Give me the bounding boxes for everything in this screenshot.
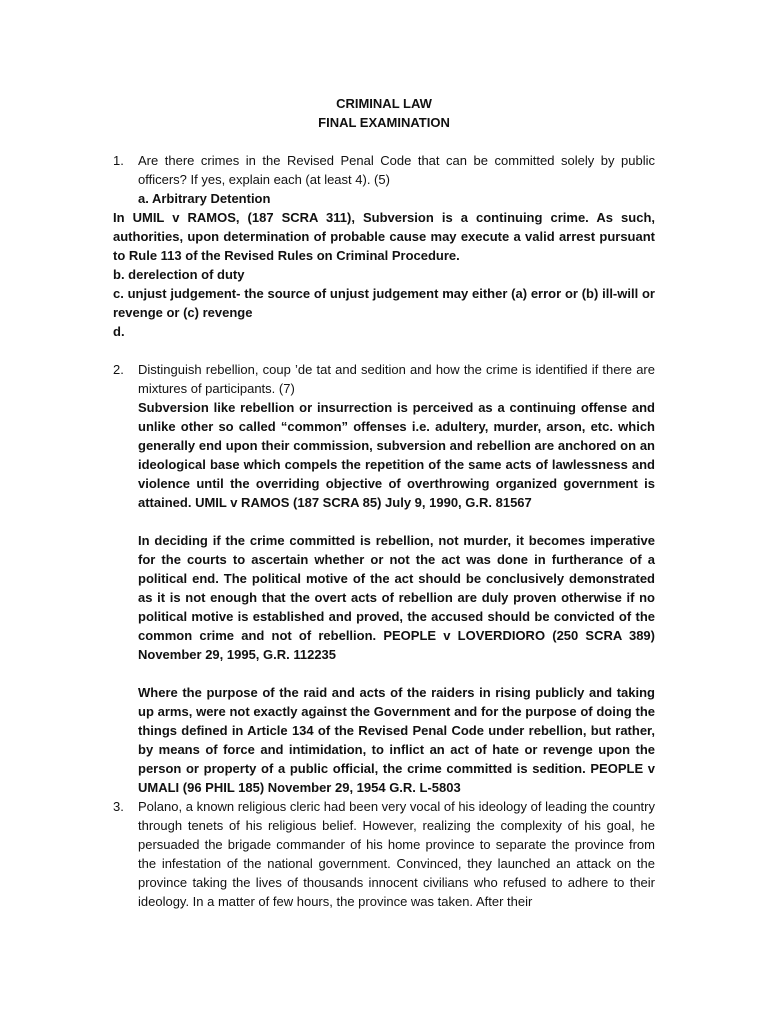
question-3-text: Polano, a known religious cleric had been very vocal of his ideology of leading the country through tenets of his religious belief. However, realizing the complexity of his goal, he persuaded the brigade commander of his home province to separate the province from the infestation of the national government. Convinced, they launched an attack on the province taking the lives of thousands innocent civilians who refused to adhere to their ideology. In a matter of few hours, the province was taken. After their — [138, 799, 655, 909]
answer-1c: c. unjust judgement- the source of unjust judgement may either (a) error or (b) ill-will or revenge or (c) revenge — [113, 286, 655, 320]
answer-2-paragraph-1: Subversion like rebellion or insurrection is perceived as a continuing offense and unlike other so called “common” offenses i.e. adultery, murder, arson, etc. which generally end upon their commission, subversion and rebellion are anchored on an ideological base which compels the repetition of the same acts of lawlessness and violence until the overriding objective of overthrowing organized government is attained. UMIL v RAMOS (187 SCRA 85) July 9, 1990, G.R. 81567 — [138, 400, 655, 510]
question-3-number: 3. — [113, 799, 124, 814]
answer-2-paragraph-2: In deciding if the crime committed is rebellion, not murder, it becomes imperative for the courts to ascertain whether or not the act was done in furtherance of a political end. The political motive of the act should be conclusively demonstrated as it is not enough that the overt acts of rebellion are duly proven otherwise if no political motive is established and proved, the accused should be convicted of the common crime and not of rebellion. PEOPLE v LOVERDIORO (250 SCRA 389) November 29, 1995, G.R. 112235 — [138, 533, 655, 662]
answer-1a-label: a. Arbitrary Detention — [138, 191, 271, 206]
spacer — [113, 341, 655, 360]
document-subtitle: FINAL EXAMINATION — [318, 115, 450, 130]
question-1-text: Are there crimes in the Revised Penal Code that can be committed solely by public officers? If yes, explain each (at least 4). (5) — [138, 153, 655, 187]
question-3 — [113, 797, 655, 911]
question-2-number: 2. — [113, 362, 124, 377]
question-1-number: 1. — [113, 153, 124, 168]
answer-2-paragraph-3: Where the purpose of the raid and acts of the raiders in rising publicly and taking up arms, were not exactly against the Government and for the purpose of doing the things defined in Article 134 of the Revised Penal Code under rebellion, but rather, by means of force and intimidation, to inflict an act of hate or revenge upon the person or property of a public official, the crime committed is sedition. PEOPLE v UMALI (96 PHIL 185) November 29, 1954 G.R. L-5803 — [138, 685, 655, 795]
answer-1b: b. derelection of duty — [113, 267, 245, 282]
question-1 — [113, 151, 655, 189]
document-title: CRIMINAL LAW — [336, 96, 432, 111]
question-2-text: Distinguish rebellion, coup ’de tat and sedition and how the crime is identified if there are mixtures of participants. (7) — [138, 362, 655, 396]
spacer — [113, 512, 655, 531]
answer-1a-text: In UMIL v RAMOS, (187 SCRA 311), Subversion is a continuing crime. As such, authorities, upon determination of probable cause may execute a valid arrest pursuant to Rule 113 of the Revised Rules on Criminal Procedure. — [113, 210, 655, 263]
spacer — [113, 664, 655, 683]
answer-1d: d. — [113, 324, 125, 339]
question-2 — [113, 360, 655, 398]
